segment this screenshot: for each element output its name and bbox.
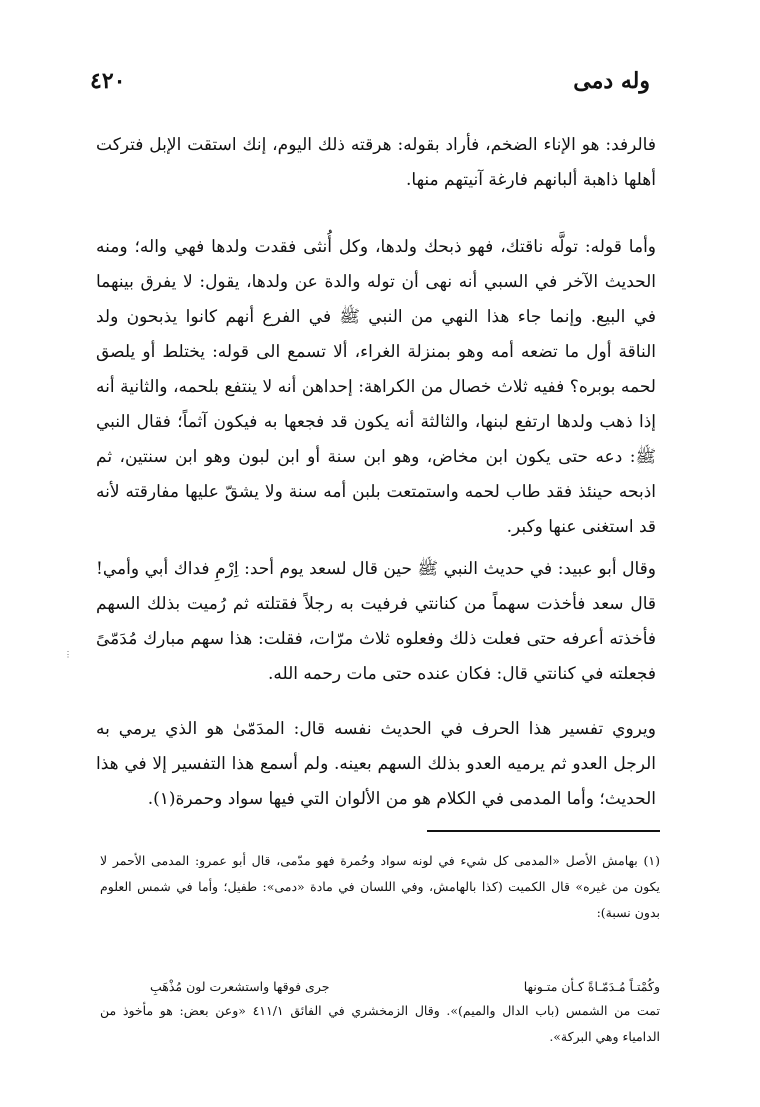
- paragraph-2: وأما قوله: تولَّه ناقتك، فهو ذبحك ولدها، وكل أُنثى فقدت ولدها فهي واله؛ ومنه الحديث الآخر في السبي أنه نهى أن توله والدة عن ولدها، يقول: لا يفرق بينهما في البيع. وإنما جاء هذا النهي من النبي ﷺ في الفرع أنهم كانوا يذبحون ولد الناقة أول ما تضعه أمه وهو بمنزلة الغراء، ألا تسمع الى قوله: يختلط أو يلصق لحمه بوبره؟ ففيه ثلاث خصال من الكراهة: إحداهن أنه لا ينتفع بلحمه، والثانية أنه إذا ذهب ولدها ارتفع لبنها، والثالثة أنه يكون قد فجعها به فيكون آثماً؛ فقال النبي ﷺ: دعه حتى يكون ابن مخاض، وهو ابن سنة أو ابن لبون وهو ابن سنتين، ثم اذبحه حينئذ فقد طاب لحمه واستمتعت بلبن أمه سنة ولا يشقّ عليها مفارقته لأنه قد استغنى عنها وكبر.: [96, 237, 656, 537]
- footnote-divider: [427, 830, 660, 832]
- verse-second-hemistich: جرى فوقها واستشعرت لون مُذْهَبِ: [150, 979, 330, 994]
- page-header: [90, 68, 650, 98]
- verse-first-hemistich: وكُمْتـاً مُـدَمّـاةً كـأن متـونها: [523, 979, 660, 994]
- paragraph-3: وقال أبو عبيد: في حديث النبي ﷺ حين قال لسعد يوم أحد: اِرْمِ فداك أبي وأمي! قال سعد فأخذت سهماً من كنانتي فرفيت به رجلاً فقتلته ثم رُميت بذلك السهم فأخذته أعرفه حتى فعلت ذلك وفعلوه ثلاث مرّات، فقلت: هذا سهم مبارك مُدَمّىً فجعلته في كنانتي قال: فكان عنده حتى مات رحمه الله.: [96, 559, 656, 684]
- margin-mark: ⋮: [64, 650, 72, 659]
- paragraph-4: ويروي تفسير هذا الحرف في الحديث نفسه قال: المدَمّىٰ هو الذي يرمي به الرجل العدو ثم يرميه العدو بذلك السهم بعينه. ولم أسمع هذا التفسير إلا في هذا الحديث؛ وأما المدمى في الكلام هو من الألوان التي فيها سواد وحمرة(١).: [96, 719, 656, 809]
- page-number: ٤٢٠: [90, 68, 126, 94]
- paragraph-1: فالرفد: هو الإناء الضخم، فأراد بقوله: هرقته ذلك اليوم، إنك استقت الإبل فتركت أهلها ذاهبة ألبانهم فارغة آنيتهم منها.: [96, 135, 656, 190]
- footnote-1: (١) بهامش الأصل «المدمى كل شيء في لونه سواد وحُمرة فهو مدّمى، قال أبو عمرو: المدمى الأحمر لا يكون من غيره» قال الكميت (كذا بالهامش، وفي اللسان في مادة «دمى»: طفيل؛ وأما في شمس العلوم بدون نسبة):: [100, 853, 660, 920]
- footnote-verse: [150, 974, 660, 1000]
- footnote-continuation: تمت من الشمس (باب الدال والميم)». وقال الزمخشري في الفائق ٤١١/١ «وعن بعض: هو مأخوذ من الدامياء وهي البركة».: [100, 1003, 661, 1044]
- running-title: وله دمى: [573, 68, 650, 94]
